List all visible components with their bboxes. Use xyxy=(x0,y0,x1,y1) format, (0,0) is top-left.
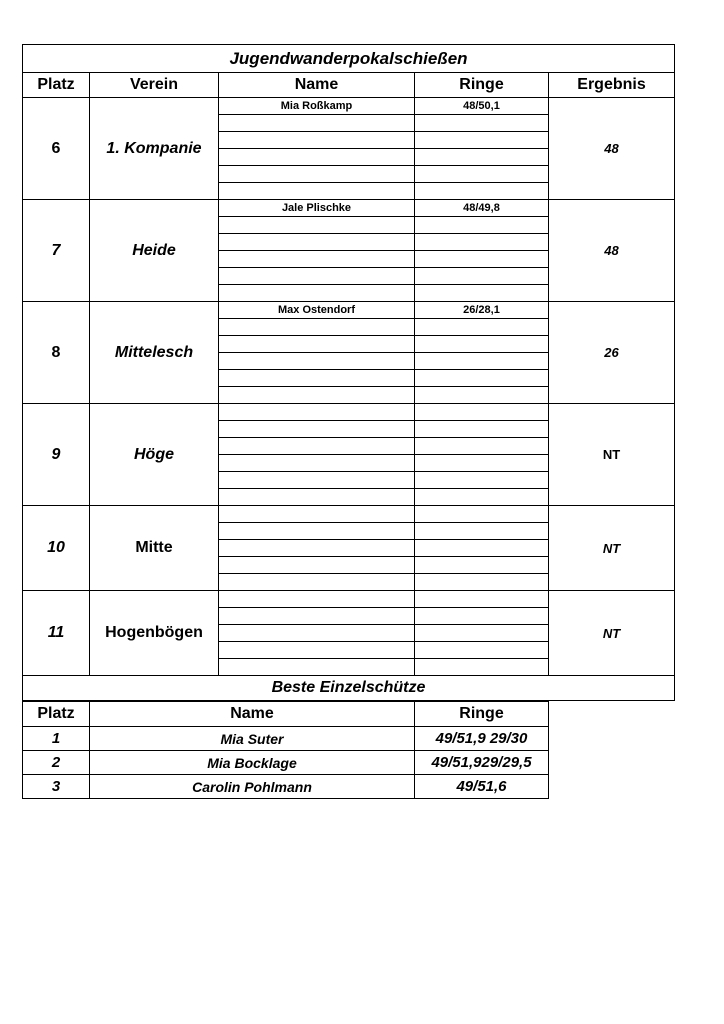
team-place: 10 xyxy=(23,506,90,591)
header-name: Name xyxy=(219,73,415,98)
shooter-rings xyxy=(415,166,549,183)
shooter-name xyxy=(219,489,415,506)
shooter-rings xyxy=(415,387,549,404)
shooter-rings xyxy=(415,472,549,489)
shooter-line xyxy=(23,98,675,115)
shooter-rings xyxy=(415,557,549,574)
shooter-name xyxy=(219,370,415,387)
best-shooters-table xyxy=(22,701,549,799)
shooter-name xyxy=(219,608,415,625)
shooter-name xyxy=(219,404,415,421)
shooter-name xyxy=(219,115,415,132)
shooter-name xyxy=(219,557,415,574)
best-shooters-title: Beste Einzelschütze xyxy=(23,676,675,701)
team-result: NT xyxy=(549,506,675,591)
team-place: 6 xyxy=(23,98,90,200)
shooter-line xyxy=(23,591,675,608)
team-place: 9 xyxy=(23,404,90,506)
shooter-name xyxy=(219,523,415,540)
shooter-name xyxy=(219,183,415,200)
header-ergebnis: Ergebnis xyxy=(549,73,675,98)
best-row xyxy=(23,775,549,799)
team-rows xyxy=(23,98,675,676)
team-place: 11 xyxy=(23,591,90,676)
shooter-rings xyxy=(415,149,549,166)
sheet-title: Jugendwanderpokalschießen xyxy=(23,45,675,73)
shooter-rings xyxy=(415,404,549,421)
best-name: Mia Bocklage xyxy=(90,751,415,775)
team-result: 48 xyxy=(549,200,675,302)
best-name: Carolin Pohlmann xyxy=(90,775,415,799)
best-place: 3 xyxy=(23,775,90,799)
shooter-name xyxy=(219,506,415,523)
header-verein: Verein xyxy=(90,73,219,98)
shooter-line xyxy=(23,200,675,217)
best-rings: 49/51,6 xyxy=(415,775,549,799)
shooter-name xyxy=(219,336,415,353)
shooter-name xyxy=(219,285,415,302)
shooter-rings xyxy=(415,540,549,557)
team-club: Mitte xyxy=(90,506,219,591)
shooter-rings xyxy=(415,353,549,370)
shooter-name xyxy=(219,268,415,285)
best-rings: 49/51,9 29/30 xyxy=(415,727,549,751)
shooter-name xyxy=(219,353,415,370)
shooter-rings xyxy=(415,217,549,234)
team-club: Mittelesch xyxy=(90,302,219,404)
shooter-rings: 26/28,1 xyxy=(415,302,549,319)
shooter-rings xyxy=(415,608,549,625)
shooter-name xyxy=(219,251,415,268)
team-result: 26 xyxy=(549,302,675,404)
shooter-rings xyxy=(415,659,549,676)
best-row xyxy=(23,751,549,775)
team-result: NT xyxy=(549,591,675,676)
shooter-rings xyxy=(415,574,549,591)
team-place: 7 xyxy=(23,200,90,302)
shooter-name: Mia Roßkamp xyxy=(219,98,415,115)
header-row xyxy=(23,73,675,98)
shooter-rings xyxy=(415,370,549,387)
shooter-rings xyxy=(415,591,549,608)
shooter-name xyxy=(219,421,415,438)
shooter-name xyxy=(219,387,415,404)
shooter-rings xyxy=(415,642,549,659)
best-place: 1 xyxy=(23,727,90,751)
best-header-row xyxy=(23,702,549,727)
shooter-name xyxy=(219,574,415,591)
shooter-rings xyxy=(415,625,549,642)
shooter-name xyxy=(219,591,415,608)
team-result: NT xyxy=(549,404,675,506)
shooter-rings xyxy=(415,268,549,285)
shooter-name xyxy=(219,472,415,489)
team-place: 8 xyxy=(23,302,90,404)
shooter-name xyxy=(219,659,415,676)
shooter-rings xyxy=(415,489,549,506)
best-header-ringe: Ringe xyxy=(415,702,549,727)
shooter-name xyxy=(219,540,415,557)
shooter-name xyxy=(219,455,415,472)
shooter-name xyxy=(219,319,415,336)
shooter-rings xyxy=(415,183,549,200)
team-club: 1. Kompanie xyxy=(90,98,219,200)
shooter-rings xyxy=(415,523,549,540)
shooter-rings xyxy=(415,336,549,353)
shooter-rings xyxy=(415,251,549,268)
best-rings: 49/51,929/29,5 xyxy=(415,751,549,775)
team-result: 48 xyxy=(549,98,675,200)
shooter-name xyxy=(219,217,415,234)
best-header-name: Name xyxy=(90,702,415,727)
shooter-name: Jale Plischke xyxy=(219,200,415,217)
shooter-rings xyxy=(415,319,549,336)
shooter-line xyxy=(23,506,675,523)
shooter-line xyxy=(23,404,675,421)
shooter-rings xyxy=(415,438,549,455)
header-platz: Platz xyxy=(23,73,90,98)
shooter-rings xyxy=(415,115,549,132)
shooter-rings xyxy=(415,234,549,251)
shooter-name: Max Ostendorf xyxy=(219,302,415,319)
team-results-table xyxy=(22,44,675,701)
best-row xyxy=(23,727,549,751)
shooter-name xyxy=(219,438,415,455)
shooter-line xyxy=(23,302,675,319)
shooter-name xyxy=(219,132,415,149)
shooter-name xyxy=(219,234,415,251)
shooter-rings xyxy=(415,455,549,472)
shooter-rings: 48/49,8 xyxy=(415,200,549,217)
shooter-name xyxy=(219,149,415,166)
team-club: Heide xyxy=(90,200,219,302)
best-place: 2 xyxy=(23,751,90,775)
team-club: Hogenbögen xyxy=(90,591,219,676)
best-header-platz: Platz xyxy=(23,702,90,727)
shooter-rings xyxy=(415,132,549,149)
team-club: Höge xyxy=(90,404,219,506)
shooter-name xyxy=(219,166,415,183)
shooter-name xyxy=(219,625,415,642)
shooter-rings xyxy=(415,421,549,438)
shooter-rings xyxy=(415,285,549,302)
shooter-rings: 48/50,1 xyxy=(415,98,549,115)
results-sheet xyxy=(22,44,674,799)
header-ringe: Ringe xyxy=(415,73,549,98)
shooter-name xyxy=(219,642,415,659)
best-name: Mia Suter xyxy=(90,727,415,751)
shooter-rings xyxy=(415,506,549,523)
